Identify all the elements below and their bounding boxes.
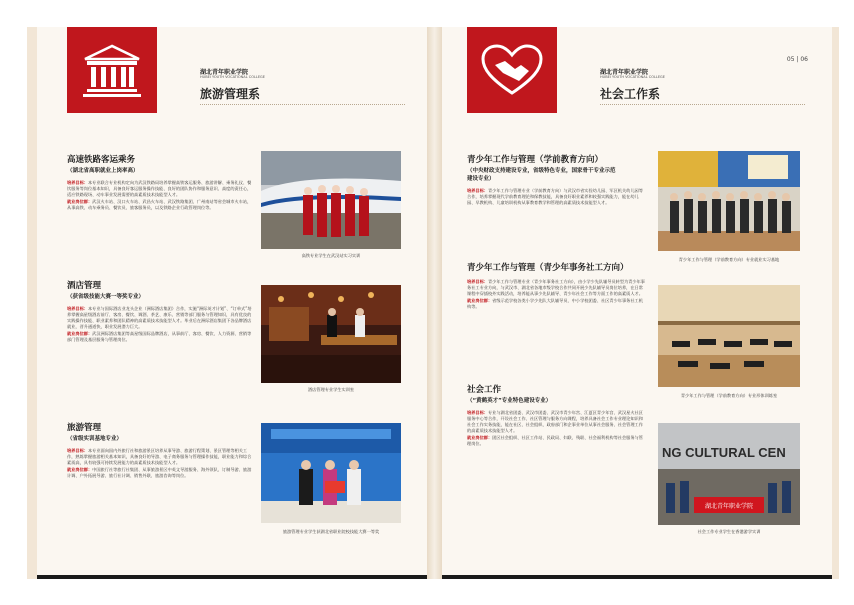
section-youth-social-work <box>467 261 647 310</box>
school-name: 湖北青年职业学院 <box>600 69 649 76</box>
photo-hong-kong-study <box>658 423 800 525</box>
section-title: 青少年工作与管理（学前教育方向） <box>467 155 604 165</box>
photo-caption: 酒店管理专业学生实训室 <box>307 387 355 392</box>
photo-award-ceremony <box>261 423 401 523</box>
job-positions: 就业岗位群：团区社会组织、社区工作站、民政局、妇联、残联、社会福利机构等社会服务与管理岗位。 <box>467 435 643 446</box>
building-sign-text: NG CULTURAL CEN <box>662 445 786 460</box>
training-goal: 培养目标：专业与湖北省团委、武汉市团委、武汉市青少年宫、江夏区青少年宫、武汉星火社区服务中心等合作，开设社会工作、社区管理与服务方向课程，培养具备社会工作专业理论知识和社会工作实务技能，能在社区、社会组织、政府部门和企事业单位从事社会服务、社会管理工作的高素质技术技能型人才。 <box>467 410 643 433</box>
section-subtitle: （获省级技能大赛一等奖专业） <box>67 294 145 300</box>
school-name: 湖北青年职业学院 <box>200 69 249 76</box>
school-name-en: HUBEI YOUTH VOCATIONAL COLLEGE <box>200 75 265 79</box>
header-divider <box>200 104 405 105</box>
photo-caption: 社会工作专业学生在香港游学实训 <box>697 529 761 534</box>
section-title: 青少年工作与管理（青少年事务社工方向） <box>467 263 629 273</box>
section-high-speed-rail <box>67 153 253 211</box>
department-title: 旅游管理系 <box>200 87 261 101</box>
photo-hotel-training <box>261 285 401 383</box>
section-title: 高速铁路客运乘务 <box>67 155 136 165</box>
page-bottom-bar <box>37 575 427 579</box>
photo-caption: 青少年工作与管理（学前教育方向）专业形体训练室 <box>680 393 778 398</box>
photo-kindergarten-group <box>658 151 800 251</box>
page-bottom-bar <box>442 575 832 579</box>
training-goal: 培养目标：青少年工作与管理专业（学前教育方向）与武汉市省实验幼儿园、军区机关幼儿园等合作，培养掌握现代学前教育理论和保教技能，具备良好职业素养和较强实践能力，能在幼儿园、早教机构、儿童培训机构从事教育教学和管理的高素质技术技能型人才。 <box>467 188 643 205</box>
training-goal: 培养目标：本专业联合专业机构定向为武汉铁路局培养掌握高铁客运服务、旅游讲解、乘务礼仪、餐饮服务等岗位基本知识，具备良好客运服务操作技能、良好的团队协作和服务意识、高度的责任心，适应铁路现场、动车事业发展需要的高素质技术技能型人才。 <box>67 180 252 197</box>
training-goal: 培养目标：本专业面向国内外旅行社和旅游景区培养从事导游、旅游行程策划、景区管理等相关工作，熟练掌握旅游相关基本知识，具备良好的导游、电子商务服务与管理操作技能，职业能力和综合素质高，具有较强可持续发展能力的高素质技术技能型人才。 <box>67 448 252 465</box>
section-youth-preschool <box>467 153 647 206</box>
job-positions: 就业岗位群：中国旅行社等旅行社集团、从事旅游景区中英文导游服务、海外领队、订制导游、旅游计调、户外拓展导游、旅行社计调、销售外联、旅游咨询等岗位。 <box>67 467 252 478</box>
header-divider <box>600 104 805 105</box>
photo-dance-training <box>658 285 800 387</box>
section-subtitle: （省级实训基地专业） <box>67 436 123 442</box>
right-page <box>442 27 832 579</box>
page-gutter <box>427 27 442 579</box>
section-title: 社会工作 <box>467 385 502 395</box>
photo-caption: 旅游管理专业学生获湖北省职业院校技能大赛一等奖 <box>282 529 380 534</box>
job-positions: 就业岗位群：省级示范学校各类小学少先队大队辅导员、中小学校团委、社区青少年事务社工机构等。 <box>467 298 643 309</box>
left-page <box>37 27 427 579</box>
photo-caption: 青少年工作与管理（学前教育方向）专业就业实习基地 <box>678 257 780 262</box>
right-banner <box>467 27 557 113</box>
section-hotel-management <box>67 279 253 343</box>
section-subtitle: （湖北省高职就业上岗率高） <box>67 168 139 174</box>
section-social-work <box>467 383 647 447</box>
photo-caption: 高铁专业学生在武汉站实习实训 <box>301 253 361 258</box>
left-banner <box>67 27 157 113</box>
group-banner-text: 湖北青年职业学院 <box>704 503 754 510</box>
job-positions: 就业岗位群：武汉洲际酒店集团等高星级国际品牌酒店，从事前厅、客房、餐饮、人力资源、营销等部门管理及基层服务与管理岗位。 <box>67 331 252 342</box>
section-tourism-management <box>67 421 253 479</box>
brochure-spread <box>27 27 839 579</box>
school-name-en: HUBEI YOUTH VOCATIONAL COLLEGE <box>600 75 665 79</box>
section-title: 旅游管理 <box>67 423 102 433</box>
section-title: 酒店管理 <box>67 281 102 291</box>
training-goal: 培养目标：本专业与国际酒店业龙头企业（洲际酒店集团）合作，实施“洲际英才计划”、“订单式”培养掌握高星级酒店前厅、客房、餐饮、调酒、茶艺、康乐、营销等部门服务与管理知识，具有优良的实践操作技能、职业素养和团队精神的高素质技术技能型人才。毕业后在洲际酒店集团下各品牌酒店就业，晋升通道快，职业发展潜力巨大。 <box>67 306 252 329</box>
section-subtitle: （中央财政支持建设专业，省级特色专业，国家骨干专业示范建设专业） <box>467 168 616 182</box>
page-numbers: 05 | 06 <box>786 56 808 63</box>
photo-train-crew <box>261 151 401 249</box>
department-title: 社会工作系 <box>600 87 661 101</box>
job-positions: 就业岗位群：武汉火车站、汉口火车站、武昌火车站、武汉铁路集团、广州南站等省会城市火车站，从事高铁、动车乘务员、餐饮员、旅客服务员，以及铁路企业行政管理岗位等。 <box>67 199 252 210</box>
handshake-heart-icon <box>481 43 543 99</box>
training-goal: 培养目标：青少年工作与管理专业（青少年事务社工方向），由小学少先队辅导员转型为青少年事务社工专业方向，与武汉市、湖北省各地市级学校合作共同开展少先队辅导员岗位培养，在日常课程中穿插校外实践活动，培养能从事少先队辅导、青少年社会工作等方面工作的高素质人才。 <box>467 279 645 296</box>
temple-icon <box>81 43 143 99</box>
section-subtitle: （“黄鹤英才”专业特色建设专业） <box>467 398 552 404</box>
